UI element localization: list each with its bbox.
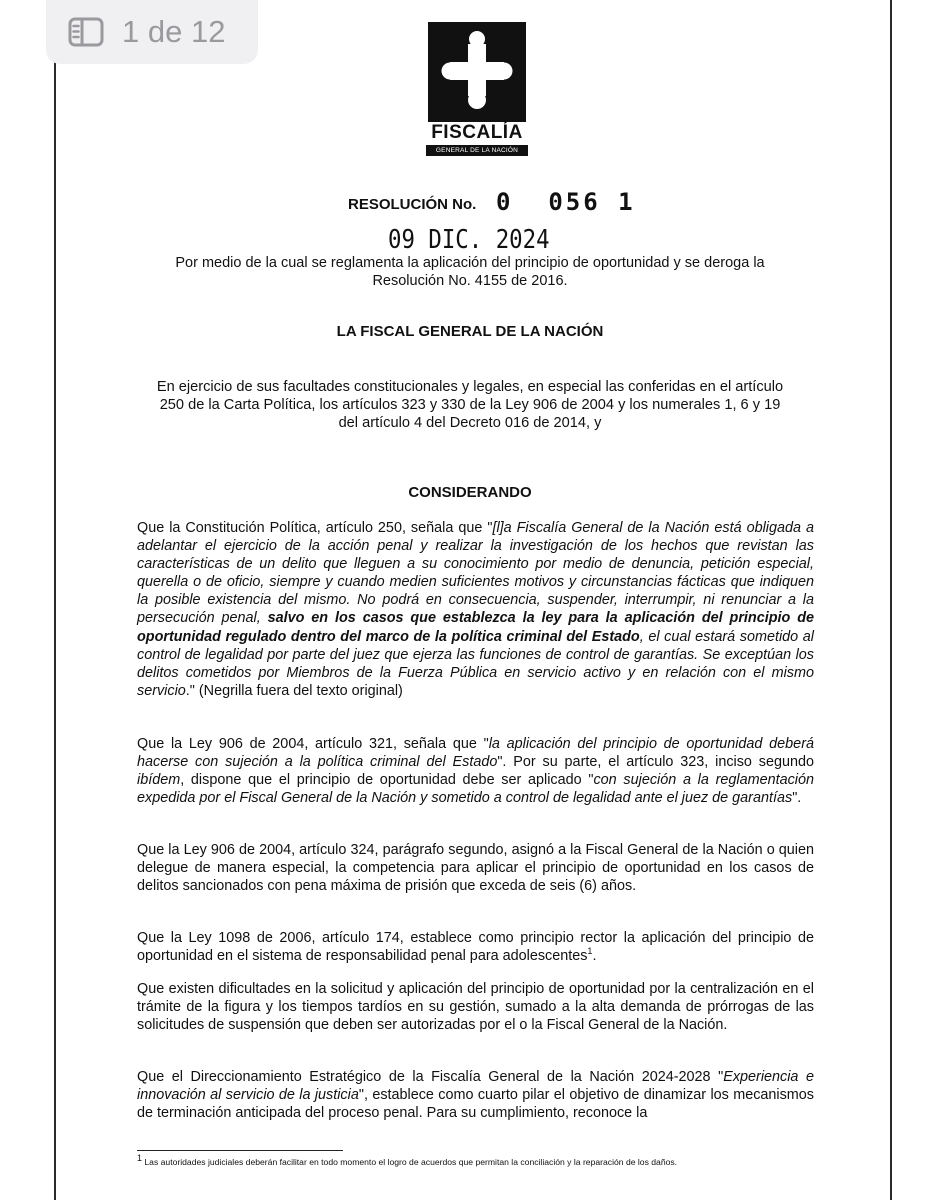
fiscalia-logo [428, 22, 526, 122]
text-run: ". Por su parte, el artículo 323, inciso segundo [497, 754, 814, 771]
authority-heading: LA FISCAL GENERAL DE LA NACIÓN [336, 323, 604, 340]
powers-line: del artículo 4 del Decreto 016 de 2014, y [338, 415, 602, 431]
footnote-text: Las autoridades judiciales deberán facilitar en todo momento el logro de acuerdos que permitan la conciliación y la reparación de los daños. [142, 1157, 678, 1167]
brand-subtitle: GENERAL DE LA NACIÓN [426, 145, 528, 156]
text-run: Que la Constitución Política, artículo 250, señala que " [137, 520, 493, 536]
footnote [137, 1153, 678, 1167]
quote-italic: la aplicación del principio de oportunidad deberá hacerse con sujeción a la política criminal del Estado [137, 736, 814, 771]
subject-line: Por medio de la cual se reglamenta la aplicación del principio de oportunidad y se deroga la [175, 255, 765, 271]
considerando-heading: CONSIDERANDO [408, 484, 532, 501]
resolution-number: 0 056 1 [496, 188, 636, 216]
powers-line: En ejercicio de sus facultades constitucionales y legales, en especial las conferidas en el artículo [156, 379, 784, 395]
resolution-label: RESOLUCIÓN No. [348, 196, 477, 213]
quote-italic: , el cual estará sometido al control de legalidad por parte del juez que ejerza las funciones de control de garantías. Se exceptúan los delitos cometidos por Miembros de la Fuerza Pública en servicio activo y en relación con el mismo servicio [137, 628, 814, 699]
powers-line: 250 de la Carta Política, los artículos 323 y 330 de la Ley 906 de 2004 y los numerales 1, 6 y 19 [159, 397, 781, 413]
page-indicator[interactable] [46, 0, 258, 64]
text-run: Que el Direccionamiento Estratégico de la Fiscalía General de la Nación 2024-2028 " [137, 1069, 724, 1085]
quote-bold-italic: salvo en los casos que establezca la ley para la aplicación del principio de oportunidad regulado dentro del marco de la política criminal del Estado [137, 610, 814, 645]
paragraph [137, 735, 814, 807]
text-run: ", establece como cuarto pilar el objetivo de dinamizar los mecanismos de terminación anticipada del proceso penal. Para su cumplimiento, reconoce la [137, 1087, 814, 1122]
sidebar-icon[interactable] [68, 17, 104, 47]
footnote-divider [137, 1150, 343, 1151]
footnote-number: 1 [137, 1153, 143, 1164]
powers-paragraph [120, 378, 820, 432]
paragraph [137, 1068, 814, 1122]
text-run: ." (Negrilla fuera del texto original) [185, 682, 403, 699]
brand-name: FISCALÍA [431, 122, 523, 143]
subject-line: Resolución No. 4155 de 2016. [372, 273, 568, 289]
paragraph: Que la Ley 906 de 2004, artículo 324, parágrafo segundo, asignó a la Fiscal General de la Nación o quien delegue de manera especial, la competencia para aplicar el principio de oportunidad en los casos de delitos sancionados con pena máxima de prisión que exceda de seis (6) años. [137, 842, 814, 895]
text-run: Que la Ley 906 de 2004, artículo 321, señala que " [137, 736, 489, 752]
quote-italic: con sujeción a la reglamentación expedida por el Fiscal General de la Nación y sometido a control de legalidad ante el juez de garantías [137, 772, 815, 807]
paragraph: Que existen dificultades en la solicitud y aplicación del principio de oportunidad por la centralización en el trámite de la figura y los tiempos tardíos en su gestión, sumado a la alta demanda de prórrogas de las solicitudes de suspensión que deben ser autorizadas por el o la Fiscal General de la Nación. [137, 981, 814, 1034]
text-run: . [592, 948, 597, 965]
paragraph [137, 519, 814, 700]
date-stamp: 09 DIC. 2024 [388, 225, 550, 255]
quote-italic: Experiencia e innovación al servicio de la justicia [137, 1069, 814, 1104]
paragraph [137, 929, 814, 965]
subject [120, 254, 820, 290]
quote-italic: [l]a Fiscalía General de la Nación está obligada a adelantar el ejercicio de la acción penal y realizar la investigación de los hechos que revistan las características de un delito que lleguen a su conocimiento por medio de denuncia, petición especial, querella o de oficio, siempre y cuando medien suficientes motivos y circunstancias fácticas que indiquen la posible existencia del mismo. No podrá en consecuencia, suspender, interrumpir, ni renunciar a la persecución penal, [137, 520, 814, 627]
text-run: ". [792, 790, 802, 807]
footnote-ref[interactable]: 1 [587, 946, 593, 957]
page-indicator-text: 1 de 12 [122, 14, 226, 49]
quote-italic: ibídem [137, 772, 181, 789]
text-run: , dispone que el principio de oportunidad debe ser aplicado " [180, 772, 594, 789]
text-run: Que la Ley 1098 de 2006, artículo 174, establece como principio rector la aplicación del principio de oportunidad en el sistema de responsabilidad penal para adolescentes [137, 930, 814, 965]
